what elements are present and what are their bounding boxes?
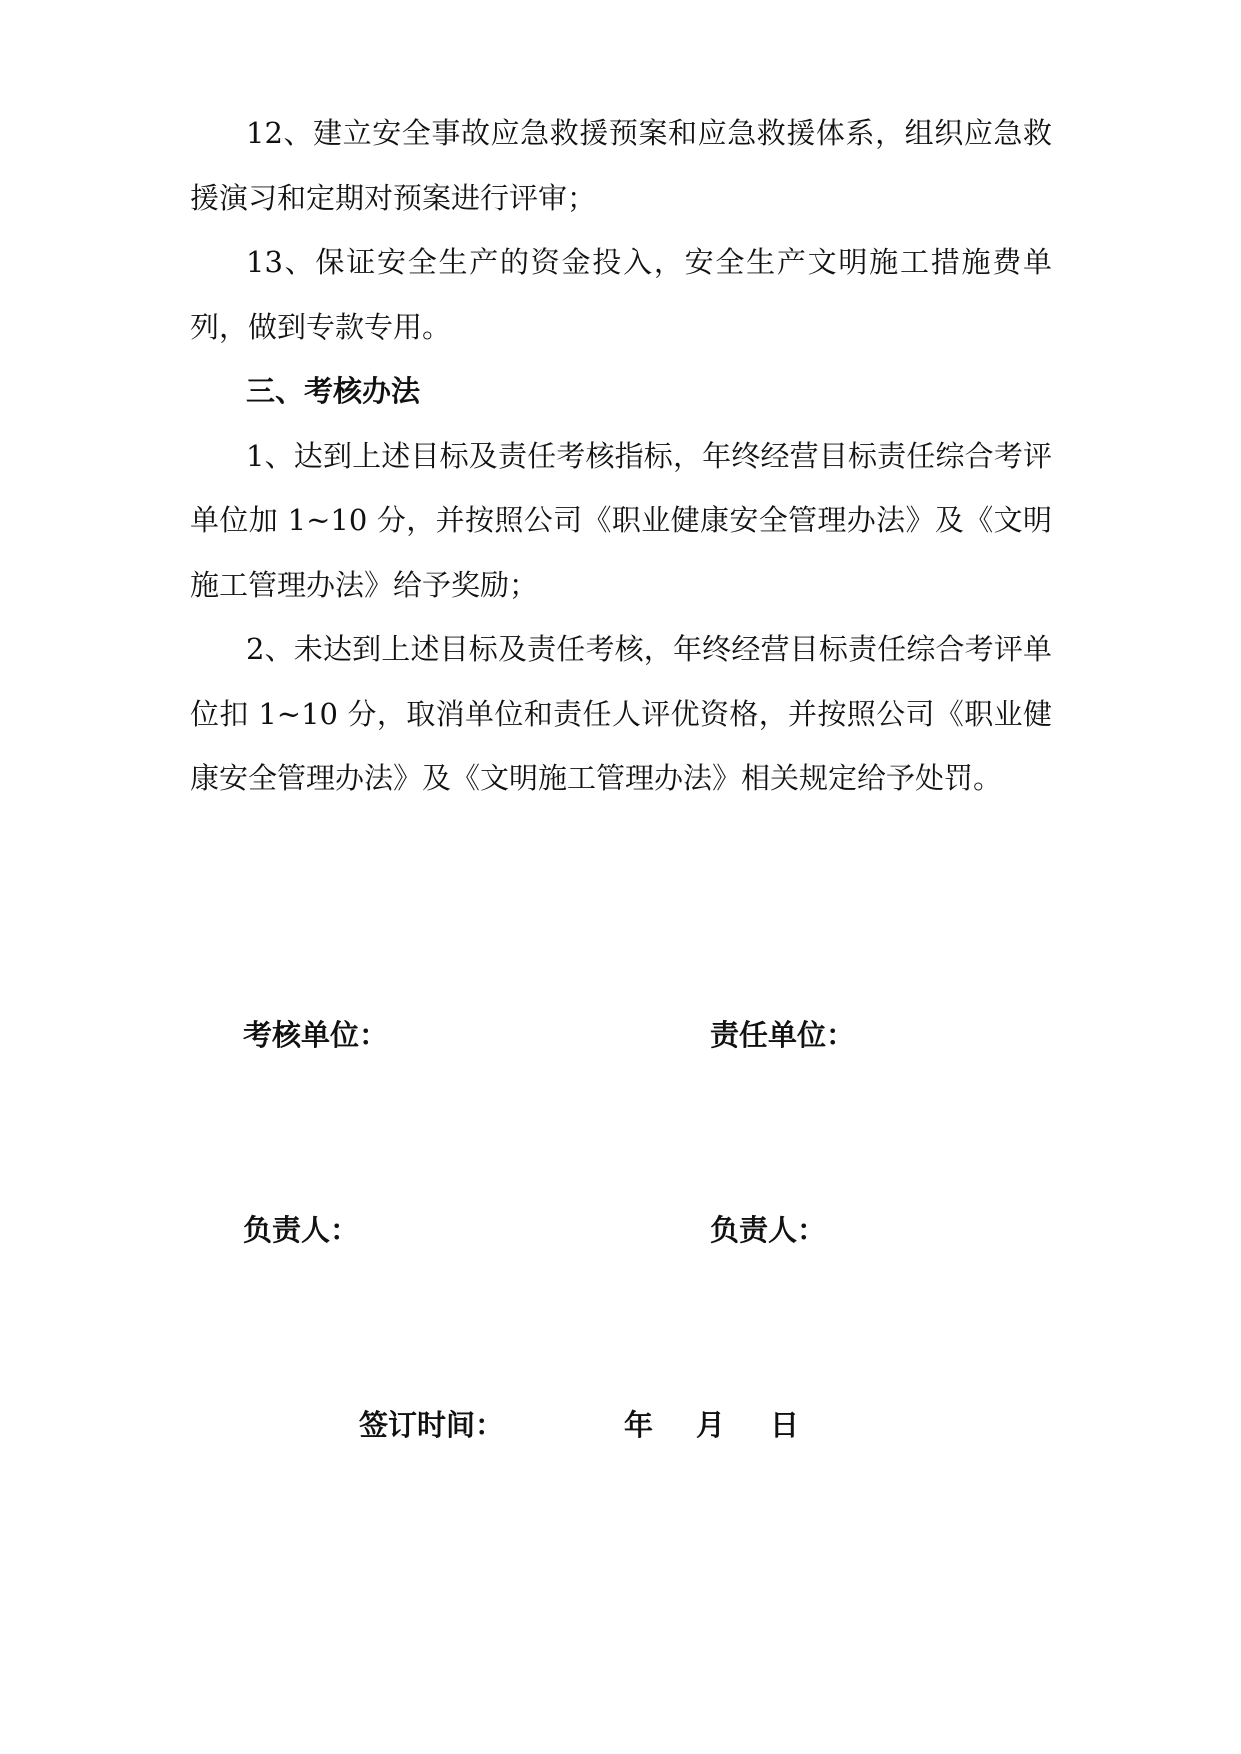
signing-day: 日 (770, 1408, 800, 1442)
assessing-unit-label: 考核单位： (243, 1018, 389, 1052)
assessing-person-label: 负责人： (243, 1213, 360, 1247)
assessment-item-1: 1、达到上述目标及责任考核指标，年终经营目标责任综合考评单位加 1~10 分，并按照公司《职业健康安全管理办法》及《文明施工管理办法》给予奖励； (190, 438, 1052, 602)
responsible-unit-label: 责任单位： (710, 1018, 856, 1052)
signing-month: 月 (696, 1408, 726, 1442)
signing-time-label: 签订时间： (359, 1408, 505, 1442)
paragraph-12: 12、建立安全事故应急救援预案和应急救援体系，组织应急救援演习和定期对预案进行评审； (190, 116, 1052, 215)
assessment-item-2: 2、未达到上述目标及责任考核，年终经营目标责任综合考评单位扣 1~10 分，取消单位和责任人评优资格，并按照公司《职业健康安全管理办法》及《文明施工管理办法》相关规定给予处罚。 (190, 632, 1052, 795)
section-heading: 三、考核办法 (246, 374, 421, 408)
paragraph-13: 13、保证安全生产的资金投入，安全生产文明施工措施费单列，做到专款专用。 (190, 245, 1052, 344)
responsible-person-label: 负责人： (710, 1213, 827, 1247)
document-body (190, 101, 1052, 811)
signing-year: 年 (624, 1408, 654, 1442)
